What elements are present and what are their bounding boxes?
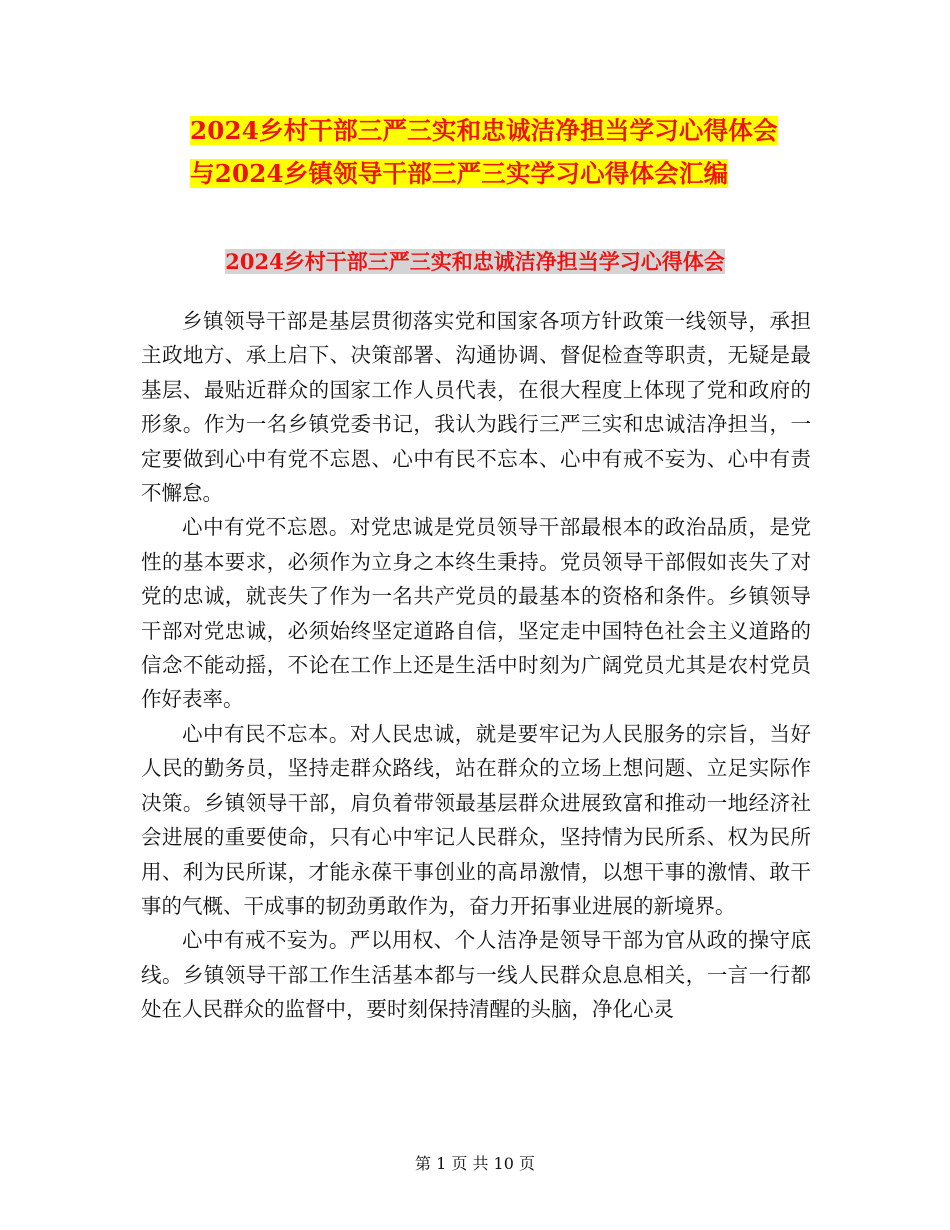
body-text (141, 304, 811, 1027)
section-title-text: 2024乡村干部三严三实和忠诚洁净担当学习心得体会 (225, 249, 725, 274)
main-title-line-1-text: 2024乡村干部三严三实和忠诚洁净担当学习心得体会 (190, 116, 778, 145)
paragraph-intro: 乡镇领导干部是基层贯彻落实党和国家各项方针政策一线领导，承担主政地方、承上启下、决策部署、沟通协调、督促检查等职责，无疑是最基层、最贴近群众的国家工作人员代表，在很大程度上体现了党和政府的形象。作为一名乡镇党委书记，我认为践行三严三实和忠诚洁净担当，一定要做到心中有党不忘恩、心中有民不忘本、心中有戒不妄为、心中有责不懈怠。 (141, 309, 811, 506)
paragraph-people: 心中有民不忘本。对人民忠诚，就是要牢记为人民服务的宗旨，当好人民的勤务员，坚持走群众路线，站在群众的立场上想问题、立足实际作决策。乡镇领导干部，肩负着带领最基层群众进展致富和推动一地经济社会进展的重要使命，只有心中牢记人民群众，坚持情为民所系、权为民所用、利为民所谋，才能永葆干事创业的高昂激情，以想干事的激情、敢干事的气概、干成事的韧劲勇敢作为，奋力开拓事业进展的新境界。 (141, 721, 811, 918)
main-title-line-1 (190, 114, 810, 148)
section-title (0, 247, 950, 277)
main-title-line-2 (190, 157, 810, 191)
paragraph-discipline: 心中有戒不妄为。严以用权、个人洁净是领导干部为官从政的操守底线。乡镇领导干部工作生活基本都与一线人民群众息息相关，一言一行都处在人民群众的监督中，要时刻保持清醒的头脑，净化心灵 (141, 928, 811, 1022)
page-footer: 第 1 页 共 10 页 (415, 1154, 535, 1173)
paragraph-party: 心中有党不忘恩。对党忠诚是党员领导干部最根本的政治品质，是党性的基本要求，必须作为立身之本终生秉持。党员领导干部假如丧失了对党的忠诚，就丧失了作为一名共产党员的最基本的资格和条件。乡镇领导干部对党忠诚，必须始终坚定道路自信，坚定走中国特色社会主义道路的信念不能动摇，不论在工作上还是生活中时刻为广阔党员尤其是农村党员作好表率。 (141, 515, 811, 712)
main-title-line-2-text: 与2024乡镇领导干部三严三实学习心得体会汇编 (190, 159, 729, 188)
